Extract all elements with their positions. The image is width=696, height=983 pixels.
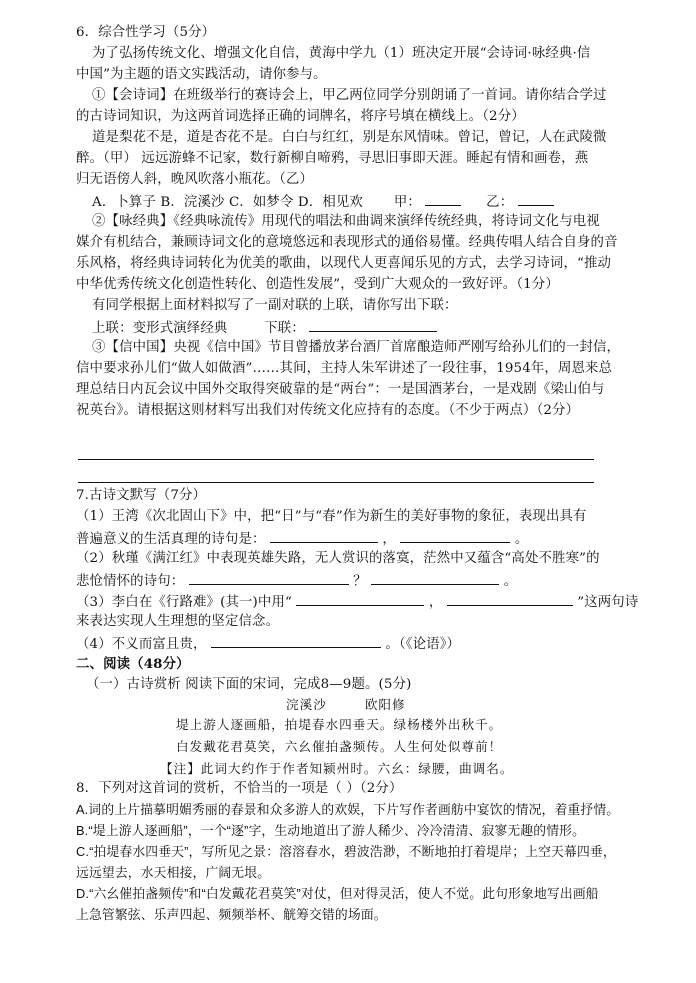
q6-part2-line4: 中华优秀传统文化创造性转化、创造性发展”，受到广大观众的一致好评。（1分）: [76, 277, 559, 292]
couplet-upper: 上联：变形式演绎经典: [92, 321, 228, 336]
ci-options: A．卜算子 B．浣溪沙 C．如梦令 D．相见欢: [92, 195, 363, 210]
q7-s3-suffix: ”这两句诗: [577, 595, 639, 610]
q7-s1-blank1[interactable]: [270, 529, 378, 543]
q7-s1-line2: 普遍意义的生活真理的诗句是： ， 。: [76, 529, 528, 549]
q6-intro-line1: 为了弘扬传统文化、增强文化自信，黄海中学九（1）班决定开展“会诗词·咏经典·信: [92, 46, 591, 61]
q6-part2-line5: 有同学根据上面材料拟写了一副对联的上联，请你写出下联：: [92, 298, 458, 313]
q8-option-c-line2: 远远望去，水天相接，广阔无垠。: [76, 865, 271, 880]
couplet-lower-label: 下联：: [264, 321, 305, 336]
q7-s2-prompt: 悲怆情怀的诗句：: [76, 574, 185, 589]
jia-answer-blank[interactable]: [425, 192, 461, 206]
q6-part3-line2: 信中要求孙儿们“做人如做酒”……其间，主持人朱军讲述了一段往事，1954年，周恩来总: [76, 361, 613, 376]
q7-s3-blank1[interactable]: [296, 592, 424, 606]
ci-options-row: [92, 192, 554, 212]
q7-s3-line2: 来表达实现人生理想的坚定信念。: [76, 614, 280, 629]
q6-part3-line3: 理总结日内瓦会议中国外交取得突破靠的是“两台”：一是国酒茅台，一是戏剧《梁山伯与: [76, 382, 605, 397]
poem-title: 浣溪沙: [286, 697, 327, 712]
q8-option-a[interactable]: A.词的上片描摹明媚秀丽的春景和众多游人的欢娱，下片写作者画舫中宴饮的情况，着重抒情。: [76, 802, 620, 817]
q6-part1-line1: ①【会诗词】在班级举行的赛诗会上，甲乙两位同学分别朗诵了一首词。请你结合学过: [92, 88, 607, 103]
ci-poems-line2: 醉。（甲） 远远游蜂不记家，数行新柳自啼鸦，寻思旧事即天涯。睡起有情和画卷，燕: [76, 151, 589, 166]
q7-s2-blank2[interactable]: [371, 571, 499, 585]
ci-poems-line1: 道是梨花不是，道是杏花不是。白白与红红，别是东风情味。曾记，曾记，人在武陵微: [92, 130, 607, 145]
poem-title-row: [286, 696, 406, 714]
q8-title: 8．下列对这首词的赏析，不恰当的一项是（ ）（2分）: [76, 781, 403, 796]
q7-s2-line1: （2）秋瑾《满江红》中表现英雄失路，无人赏识的落寞，茫然中又蕴含“高处不胜寒”的: [76, 551, 600, 566]
q7-s3-blank2[interactable]: [447, 592, 573, 606]
couplet-lower-blank[interactable]: [309, 318, 437, 332]
q7-s1-prompt: 普遍意义的生活真理的诗句是：: [76, 532, 266, 547]
q6-part3-line1: ③【信中国】央视《信中国》节目曾播放茅台酒厂首席酿造师严刚写给孙儿们的一封信，: [92, 340, 621, 355]
yi-answer-blank[interactable]: [518, 192, 554, 206]
part2-subtitle: （一）古诗赏析 阅读下面的宋词，完成8—9题。(5分): [86, 677, 412, 692]
q6-part2-line1: ②【咏经典】《经典咏流传》用现代的唱法和曲调来演绎传统经典，将诗词文化与电视: [92, 214, 600, 229]
poem-note: 【注】此词大约作于作者知颍州时。六幺：绿腰，曲调名。: [160, 761, 514, 776]
ci-poems-line3: 归无语傍人斜，晚风吹落小瓶花。（乙）: [76, 172, 314, 187]
couplet-row: [92, 318, 437, 338]
q6-part1-line2: 的古诗词知识，为这两首词选择正确的词牌名，将序号填在横线上。（2分）: [76, 109, 525, 124]
q6-part2-line2: 媒介有机结合，兼顾诗词文化的意境悠远和表现形式的通俗易懂。经典传唱人结合自身的音: [76, 235, 618, 250]
poem-author: 欧阳修: [364, 697, 406, 712]
q7-s2-blank1[interactable]: [189, 571, 349, 585]
q8-option-b[interactable]: B.“堤上游人逐画船”，一个“逐”字，生动地道出了游人稀少、冷冷清清、寂寥无趣的情形。: [76, 823, 586, 838]
q7-s1-line1: （1）王湾《次北固山下》中，把“日”与“春”作为新生的美好事物的象征，表现出具有: [76, 509, 587, 524]
yi-label: 乙：: [486, 195, 514, 210]
answer-line-1[interactable]: [78, 459, 594, 460]
q7-s3-prompt: （3）李白在《行路难》(其一)中用“: [76, 595, 292, 610]
poem-line2: 白发戴花君莫笑，六幺催拍盏频传。人生何处似尊前！: [176, 739, 503, 754]
part2-title: 二、阅读（48分）: [76, 656, 190, 672]
q8-option-d-line1[interactable]: D.“六幺催拍盏频传”和“白发戴花君莫笑”对仗，但对得灵活，使人不觉。此句形象地写出画船: [76, 886, 599, 901]
q6-intro-line2: 中国”为主题的语文实践活动，请你参与。: [76, 67, 327, 82]
q8-option-d-line2: 上急管繁弦、乐声四起、频频举杯、觥筹交错的场面。: [76, 907, 387, 922]
q6-part2-line3: 乐风格，将经典诗词转化为优美的歌曲，以现代人更喜闻乐见的方式，去学习诗词，“推动: [76, 256, 612, 271]
q7-s4-blank[interactable]: [211, 634, 381, 648]
q6-part3-line4: 祝英台》。请根据这则材料写出我们对传统文化应持有的态度。（不少于两点）（2分）: [76, 403, 580, 418]
q7-s1-blank2[interactable]: [400, 529, 510, 543]
poem-line1: 堤上游人逐画船，拍堤春水四垂天。绿杨楼外出秋千。: [176, 717, 503, 732]
q7-title: 7.古诗文默写（7分）: [76, 488, 207, 503]
q6-title: 6．综合性学习（5分）: [76, 25, 216, 40]
q7-s2-line2: 悲怆情怀的诗句： ？ 。: [76, 571, 517, 591]
q7-s4-suffix: 。（《论语》）: [385, 637, 461, 652]
q7-s3-line1: （3）李白在《行路难》(其一)中用“ ， ”这两句诗: [76, 592, 638, 612]
jia-label: 甲：: [393, 195, 421, 210]
q7-s4-line: [76, 634, 460, 654]
q7-s4-prompt: （4）不义而富且贵，: [76, 637, 207, 652]
answer-line-2[interactable]: [78, 482, 594, 483]
q8-option-c-line1[interactable]: C.“拍堤春水四垂天”，写所见之景：溶溶春水，碧波浩渺，不断地拍打着堤岸；上空天幕四垂，: [76, 844, 616, 859]
